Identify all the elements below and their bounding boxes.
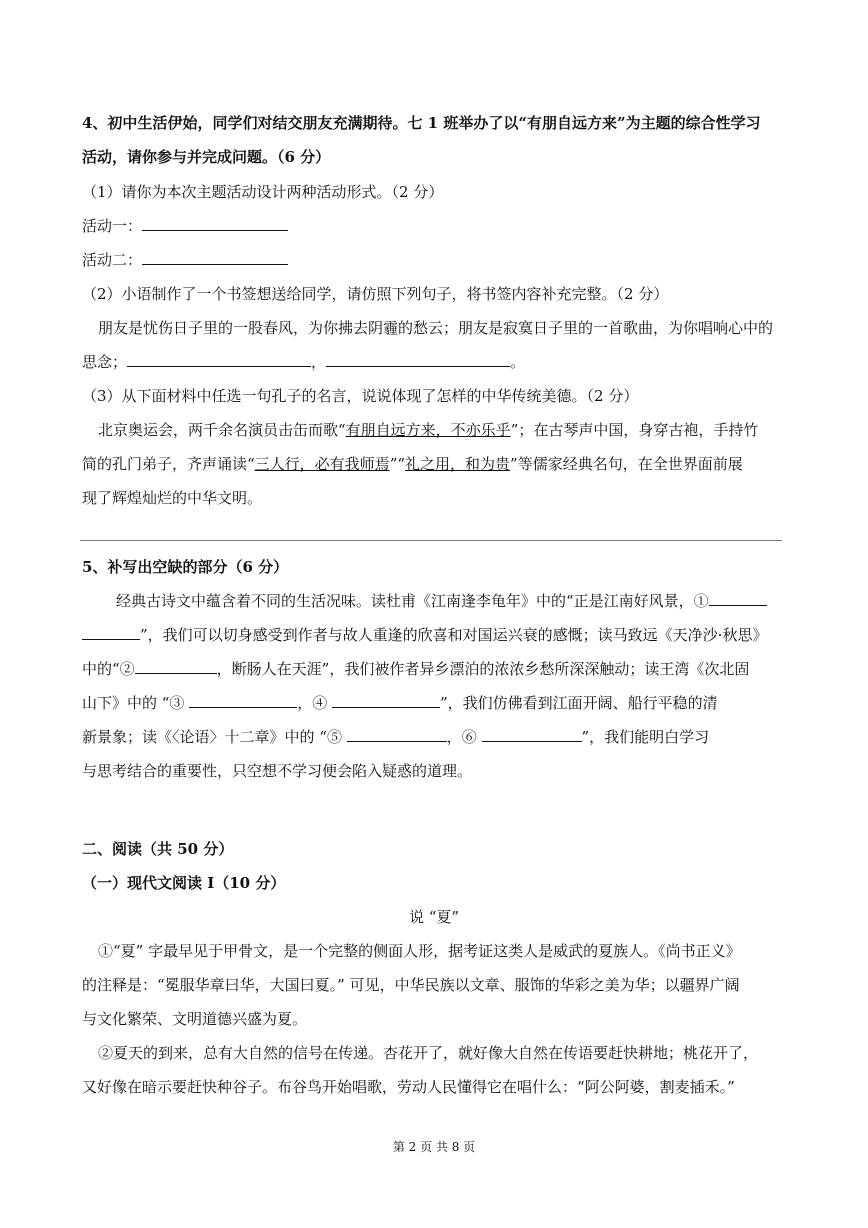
bookmark-blank-1[interactable] [127,352,311,367]
blank-6[interactable] [482,727,582,742]
q4-material-line2 [82,453,784,475]
article-p1-line3: 与文化繁荣、文明道德兴盛为夏。 [82,1010,308,1028]
q4-heading-line1: 4、初中生活伊始，同学们对结交朋友充满期待。七 1 班举办了以“有朋自远方来”为主题的综合性学习 [82,114,761,132]
blank-5[interactable] [347,727,447,742]
bookmark-blank-2[interactable] [326,352,510,367]
section2-subheading: （一）现代文阅读 I（10 分） [82,874,286,892]
material-text: 简的孔门弟子，齐声诵读“ [82,455,255,473]
q4-part2: （2）小语制作了一个书签想送给同学，请仿照下列句子，将书签内容补充完整。（2 分） [82,285,669,303]
bookmark-period: 。 [510,353,526,371]
article-p2-line2: 又好像在暗示要赶快种谷子。布谷鸟开始唱歌，劳动人民懂得它在唱什么：“阿公阿婆，割麦插禾。” [82,1078,735,1096]
activity-1-blank[interactable] [142,216,288,231]
q5-line5 [82,726,784,748]
quote-lizhiyong: 礼之用，和为贵 [405,455,511,473]
article-title: 说 “夏” [408,908,460,926]
quote-sanrenxing: 三人行，必有我师焉 [254,455,390,473]
blank-1a[interactable] [709,591,767,606]
activity-1-label: 活动一： [82,217,143,235]
q5-text: ”，我们仿佛看到江面开阔、船行平稳的清 [440,694,718,712]
q5-text: ，④ [297,694,332,712]
activity-2-row [82,249,784,271]
q5-text: 新景象；读《〈论语〉十二章》中的 “⑤ [82,728,347,746]
q5-line6: 与思考结合的重要性，只空想不学习便会陷入疑惑的道理。 [82,762,473,780]
material-text: ”；在古琴声中国，身穿古袍，手持竹 [510,421,759,439]
section2-heading: 二、阅读（共 50 分） [82,840,234,858]
q4-material-line1 [98,419,784,441]
q5-text: 中的“② [82,660,135,678]
article-p1-line1: ①“夏” 字最早见于甲骨文，是一个完整的侧面人形，据考证这类人是威武的夏族人。《尚书正义》 [98,942,741,960]
material-text: 北京奥运会，两千余名演员击缶而歌“ [98,421,346,439]
q5-text: ”，我们能明白学习 [581,728,710,746]
article-p2-line1: ②夏天的到来，总有大自然的信号在传递。杏花开了，就好像大自然在传语要赶快耕地；桃花开了， [98,1044,759,1062]
q5-line3 [82,658,784,680]
activity-1-row [82,215,784,237]
page-footer: 第 2 页 共 8 页 [392,1140,476,1154]
q5-line1 [116,590,784,612]
activity-2-label: 活动二： [82,251,143,269]
q4-part2-text2 [82,351,784,373]
section-divider [80,540,782,541]
q4-material-line3: 现了辉煌灿烂的中华文明。 [82,489,263,507]
quote-youpeng: 有朋自远方来，不亦乐乎 [345,421,511,439]
q5-line2 [82,624,784,646]
q4-heading-line2: 活动，请你参与并完成问题。（6 分） [82,148,331,166]
blank-3[interactable] [189,693,297,708]
q5-text: ”，我们可以切身感受到作者与故人重逢的欣喜和对国运兴衰的感慨；读马致远《天净沙·秋思》 [140,626,768,644]
activity-2-blank[interactable] [142,250,288,265]
material-text: ”“ [389,455,406,473]
q5-heading: 5、补写出空缺的部分（6 分） [82,558,289,576]
q4-part1: （1）请你为本次主题活动设计两种活动形式。（2 分） [82,183,444,201]
article-p1-line2: 的注释是：“冕服华章曰华，大国曰夏。” 可见，中华民族以文章、服饰的华彩之美为华；以疆界广阔 [82,976,740,994]
q4-part2-text1: 朋友是忧伤日子里的一股春风，为你拂去阴霾的愁云；朋友是寂寞日子里的一首歌曲，为你唱响心中的 [98,319,774,337]
blank-4[interactable] [332,693,440,708]
blank-1b[interactable] [82,625,140,640]
q5-text: 山下》中的 “③ [82,694,190,712]
bookmark-comma: ， [311,353,327,371]
blank-2[interactable] [135,659,217,674]
q5-line4 [82,692,784,714]
bookmark-prefix: 思念； [82,353,128,371]
q5-text: 经典古诗文中蕴含着不同的生活况味。读杜甫《江南逢李龟年》中的“正是江南好风景，① [116,592,709,610]
material-text: ”等儒家经典名句，在全世界面前展 [510,455,743,473]
q5-text: ，断肠人在天涯”，我们被作者异乡漂泊的浓浓乡愁所深深触动；读王湾《次北固 [216,660,750,678]
q5-text: ，⑥ [446,728,482,746]
q4-part3: （3）从下面材料中任选一句孔子的名言，说说体现了怎样的中华传统美德。（2 分） [82,387,639,405]
